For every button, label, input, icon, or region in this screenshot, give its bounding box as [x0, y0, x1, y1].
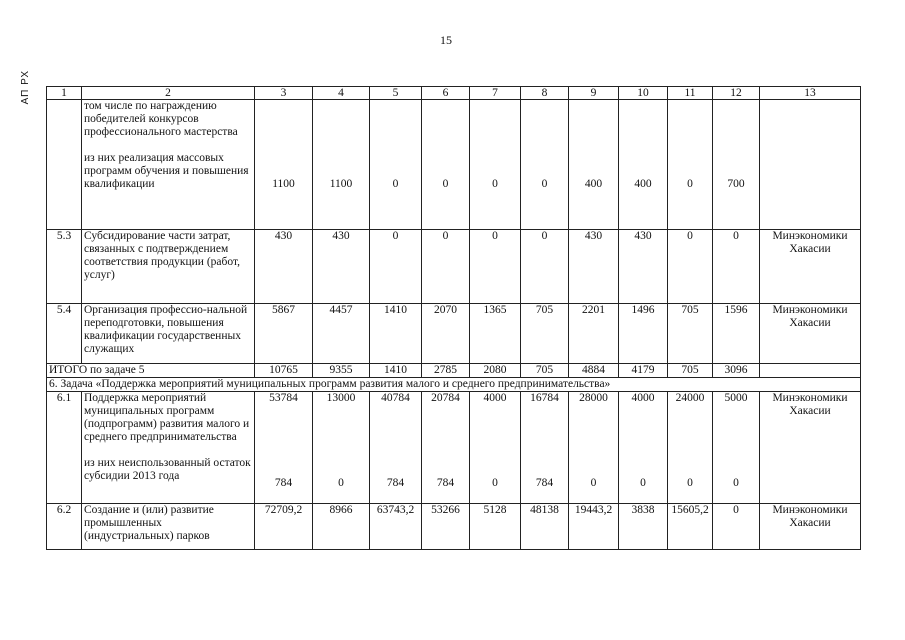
side-mark: АП РХ [20, 70, 31, 105]
row-code: 5.3 [47, 230, 82, 304]
section-heading-row [47, 378, 861, 392]
value-cell: 3838 [619, 504, 668, 550]
value-cell: 2080 [470, 364, 521, 378]
row-name-main: том числе по награждению победителей конкурсов профессионального мастерства [84, 100, 238, 138]
value-cell: 0 [668, 100, 713, 230]
value-cell: 40784 784 [370, 392, 422, 504]
table-row [47, 230, 861, 304]
value-cell: 0 [422, 230, 470, 304]
table-row [47, 504, 861, 550]
row-name: Субсидирование части затрат, связанных с подтверждением соответствия продукции (работ, услуг) [82, 230, 255, 304]
value-cell: 1496 [619, 304, 668, 364]
table-row [47, 392, 861, 504]
header-cell: 5 [370, 87, 422, 100]
total-row [47, 364, 861, 378]
value-cell: 16784 784 [521, 392, 569, 504]
total-label: ИТОГО по задаче 5 [47, 364, 255, 378]
row-name: Создание и (или) развитие промышленных (индустриальных) парков [82, 504, 255, 550]
responsible-cell: Минэкономики Хакасии [760, 392, 861, 504]
value-cell: 19443,2 [569, 504, 619, 550]
value-cell: 1410 [370, 364, 422, 378]
value-cell: 0 [521, 100, 569, 230]
value-cell: 48138 [521, 504, 569, 550]
value-cell: 430 [619, 230, 668, 304]
value-cell: 0 [713, 504, 760, 550]
value-cell: 1100 [313, 100, 370, 230]
value-cell: 4179 [619, 364, 668, 378]
value-cell: 2785 [422, 364, 470, 378]
header-cell: 8 [521, 87, 569, 100]
table-row [47, 304, 861, 364]
value-cell: 2201 [569, 304, 619, 364]
header-cell: 11 [668, 87, 713, 100]
row-code: 6.1 [47, 392, 82, 504]
page-number: 15 [440, 33, 452, 47]
value-cell: 72709,2 [255, 504, 313, 550]
value-cell: 4000 0 [619, 392, 668, 504]
value-cell: 430 [313, 230, 370, 304]
value-cell: 5000 0 [713, 392, 760, 504]
value-cell: 705 [521, 364, 569, 378]
header-cell: 12 [713, 87, 760, 100]
value-cell: 1100 [255, 100, 313, 230]
header-row [47, 87, 861, 100]
header-cell: 13 [760, 87, 861, 100]
value-cell: 700 [713, 100, 760, 230]
value-cell: 0 [470, 100, 521, 230]
row-code: 5.4 [47, 304, 82, 364]
row-code [47, 100, 82, 230]
value-cell: 5128 [470, 504, 521, 550]
responsible-cell: Минэкономики Хакасии [760, 504, 861, 550]
value-cell: 28000 0 [569, 392, 619, 504]
value-cell: 53266 [422, 504, 470, 550]
value-cell: 4884 [569, 364, 619, 378]
value-cell: 2070 [422, 304, 470, 364]
row-name-main: Поддержка мероприятий муниципальных программ (подпрограмм) развития малого и среднего предпринимательства [84, 392, 250, 443]
value-cell: 430 [255, 230, 313, 304]
value-cell: 1410 [370, 304, 422, 364]
value-cell: 1365 [470, 304, 521, 364]
header-cell: 6 [422, 87, 470, 100]
row-name [82, 392, 255, 504]
value-cell: 0 [370, 100, 422, 230]
value-cell: 0 [713, 230, 760, 304]
header-cell: 10 [619, 87, 668, 100]
header-cell: 2 [82, 87, 255, 100]
header-cell: 9 [569, 87, 619, 100]
value-cell: 705 [668, 304, 713, 364]
budget-table [46, 86, 861, 550]
value-cell: 0 [422, 100, 470, 230]
row-name [82, 100, 255, 230]
value-cell: 24000 0 [668, 392, 713, 504]
section-heading: 6. Задача «Поддержка мероприятий муниципальных программ развития малого и среднего предпринимательства» [47, 378, 861, 392]
row-code: 6.2 [47, 504, 82, 550]
value-cell: 4457 [313, 304, 370, 364]
value-cell: 8966 [313, 504, 370, 550]
value-cell: 5867 [255, 304, 313, 364]
value-cell: 705 [668, 364, 713, 378]
value-cell: 400 [569, 100, 619, 230]
value-cell: 13000 0 [313, 392, 370, 504]
value-cell: 53784 784 [255, 392, 313, 504]
value-cell: 15605,2 [668, 504, 713, 550]
responsible-cell [760, 100, 861, 230]
value-cell: 430 [569, 230, 619, 304]
value-cell: 9355 [313, 364, 370, 378]
value-cell: 0 [470, 230, 521, 304]
value-cell: 1596 [713, 304, 760, 364]
row-name-sub: из них неиспользованный остаток субсидии 2013 года [84, 457, 251, 482]
value-cell: 20784 784 [422, 392, 470, 504]
row-name: Организация профессио-нальной переподготовки, повышения квалификации государственных служащих [82, 304, 255, 364]
header-cell: 1 [47, 87, 82, 100]
value-cell: 10765 [255, 364, 313, 378]
header-cell: 7 [470, 87, 521, 100]
value-cell: 0 [668, 230, 713, 304]
value-cell: 63743,2 [370, 504, 422, 550]
value-cell: 3096 [713, 364, 760, 378]
table-row [47, 100, 861, 230]
value-cell: 4000 0 [470, 392, 521, 504]
value-cell: 0 [370, 230, 422, 304]
value-cell: 400 [619, 100, 668, 230]
header-cell: 4 [313, 87, 370, 100]
responsible-cell: Минэкономики Хакасии [760, 304, 861, 364]
value-cell: 0 [521, 230, 569, 304]
responsible-cell: Минэкономики Хакасии [760, 230, 861, 304]
empty-cell [760, 364, 861, 378]
row-name-sub: из них реализация массовых программ обучения и повышения квалификации [84, 152, 249, 190]
value-cell: 705 [521, 304, 569, 364]
header-cell: 3 [255, 87, 313, 100]
